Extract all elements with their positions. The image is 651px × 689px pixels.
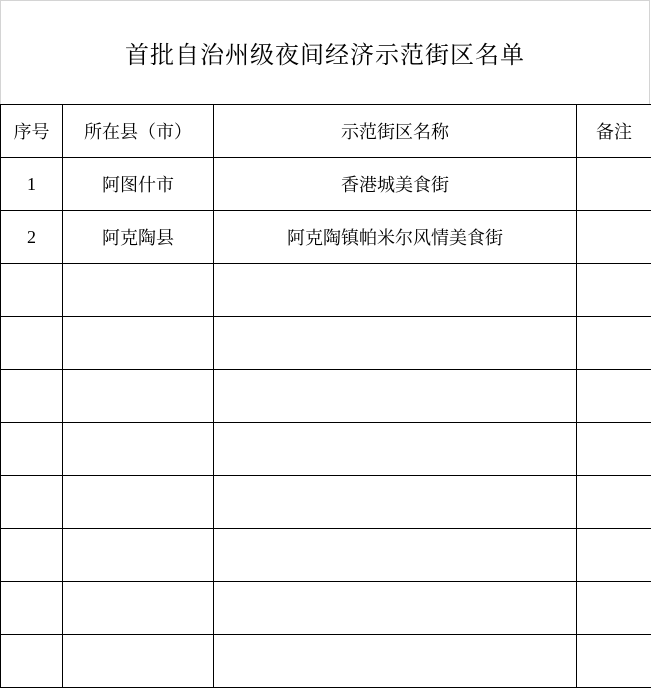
cell-seq	[1, 370, 63, 423]
title-band	[0, 0, 650, 104]
table-row	[1, 476, 651, 529]
cell-seq	[1, 317, 63, 370]
cell-note	[577, 370, 651, 423]
cell-county: 阿克陶县	[63, 211, 214, 264]
table-row	[1, 211, 651, 264]
cell-seq	[1, 635, 63, 688]
demonstration-street-table	[0, 104, 651, 688]
header-seq: 序号	[1, 105, 63, 158]
cell-county	[63, 317, 214, 370]
table-row	[1, 158, 651, 211]
cell-street-name	[214, 370, 577, 423]
cell-county	[63, 635, 214, 688]
table-row	[1, 317, 651, 370]
header-street-name: 示范街区名称	[214, 105, 577, 158]
cell-note	[577, 529, 651, 582]
cell-street-name	[214, 264, 577, 317]
cell-note	[577, 211, 651, 264]
cell-note	[577, 582, 651, 635]
cell-street-name	[214, 476, 577, 529]
cell-seq: 2	[1, 211, 63, 264]
cell-county	[63, 529, 214, 582]
table-row	[1, 423, 651, 476]
cell-street-name	[214, 423, 577, 476]
cell-note	[577, 423, 651, 476]
cell-street-name	[214, 317, 577, 370]
table-row	[1, 582, 651, 635]
cell-street-name: 香港城美食街	[214, 158, 577, 211]
document-title: 首批自治州级夜间经济示范街区名单	[125, 41, 525, 69]
cell-county	[63, 476, 214, 529]
cell-seq	[1, 423, 63, 476]
cell-street-name: 阿克陶镇帕米尔风情美食街	[214, 211, 577, 264]
cell-county	[63, 264, 214, 317]
cell-street-name	[214, 582, 577, 635]
header-county: 所在县（市）	[63, 105, 214, 158]
cell-county	[63, 370, 214, 423]
cell-county	[63, 582, 214, 635]
table-body	[1, 158, 651, 688]
cell-seq	[1, 582, 63, 635]
cell-note	[577, 158, 651, 211]
cell-note	[577, 635, 651, 688]
cell-county	[63, 423, 214, 476]
table-row	[1, 635, 651, 688]
cell-street-name	[214, 529, 577, 582]
cell-county: 阿图什市	[63, 158, 214, 211]
header-note: 备注	[577, 105, 651, 158]
cell-seq	[1, 264, 63, 317]
cell-street-name	[214, 635, 577, 688]
table-row	[1, 370, 651, 423]
cell-seq	[1, 529, 63, 582]
cell-note	[577, 476, 651, 529]
cell-note	[577, 317, 651, 370]
table-row	[1, 529, 651, 582]
table-header-row	[1, 105, 651, 158]
cell-seq	[1, 476, 63, 529]
cell-note	[577, 264, 651, 317]
table-row	[1, 264, 651, 317]
cell-seq: 1	[1, 158, 63, 211]
